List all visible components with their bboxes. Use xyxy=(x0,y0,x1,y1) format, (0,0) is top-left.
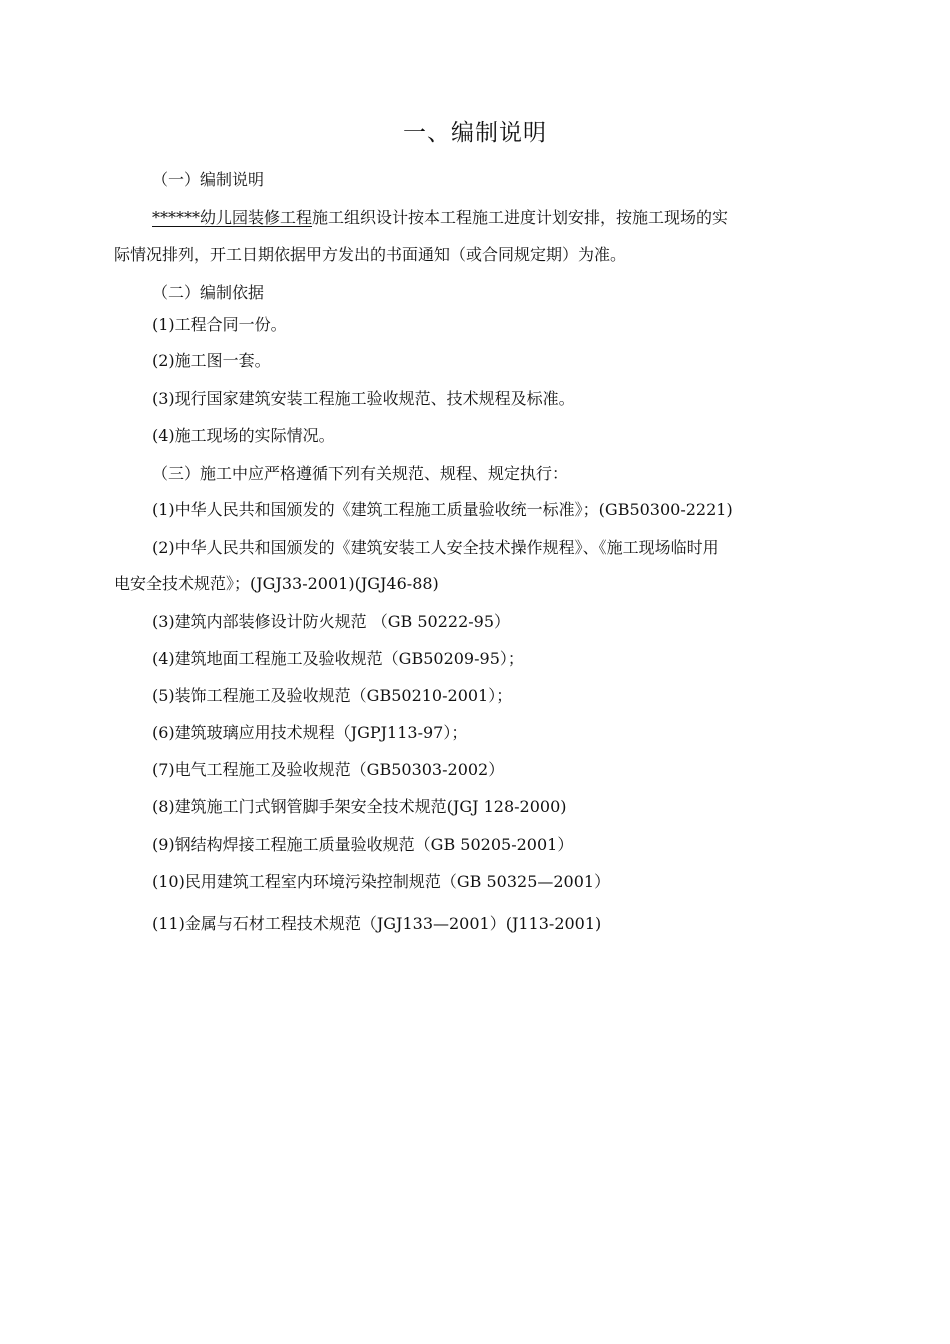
section1-heading: （一）编制说明 xyxy=(152,170,265,189)
standard-item: (4)建筑地面工程施工及验收规范（GB50209-95）； xyxy=(152,649,524,668)
basis-item: (3)现行国家建筑安装工程施工验收规范、技术规程及标准。 xyxy=(152,389,575,408)
standard-item-continuation: 电安全技术规范》；(JGJ33-2001)(JGJ46-88) xyxy=(114,574,439,593)
section1-paragraph-line1 xyxy=(152,206,728,230)
standard-item: (10)民用建筑工程室内环境污染控制规范（GB 50325—2001） xyxy=(152,872,611,891)
standard-item: (1)中华人民共和国颁发的《建筑工程施工质量验收统一标准》；(GB50300-2221) xyxy=(152,500,733,519)
basis-item: (2)施工图一套。 xyxy=(152,351,271,370)
project-name: ******幼儿园装修工程 xyxy=(152,208,313,227)
standard-item: (7)电气工程施工及验收规范（GB50303-2002） xyxy=(152,760,505,779)
standard-item: (6)建筑玻璃应用技术规程（JGPJ113-97）； xyxy=(152,723,468,742)
standard-item: (11)金属与石材工程技术规范（JGJ133—2001）(J113-2001) xyxy=(152,914,602,933)
standard-item: (8)建筑施工门式钢管脚手架安全技术规范(JGJ 128-2000) xyxy=(152,797,567,816)
section3-heading: （三）施工中应严格遵循下列有关规范、规程、规定执行： xyxy=(152,464,569,483)
section1-paragraph-line2: 际情况排列，开工日期依据甲方发出的书面通知（或合同规定期）为准。 xyxy=(114,245,627,264)
page-title: 一、编制说明 xyxy=(403,120,547,146)
basis-item: (1)工程合同一份。 xyxy=(152,315,287,334)
standard-item: (9)钢结构焊接工程施工质量验收规范（GB 50205-2001） xyxy=(152,835,574,854)
standard-item: (2)中华人民共和国颁发的《建筑安装工人安全技术操作规程》、《施工现场临时用 xyxy=(152,538,719,557)
standard-item: (3)建筑内部装修设计防火规范 （GB 50222-95） xyxy=(152,612,511,631)
section2-heading: （二）编制依据 xyxy=(152,283,265,302)
section1-paragraph-rest: 施工组织设计按本工程施工进度计划安排，按施工现场的实 xyxy=(312,208,729,227)
standard-item: (5)装饰工程施工及验收规范（GB50210-2001）； xyxy=(152,686,513,705)
basis-item: (4)施工现场的实际情况。 xyxy=(152,426,335,445)
